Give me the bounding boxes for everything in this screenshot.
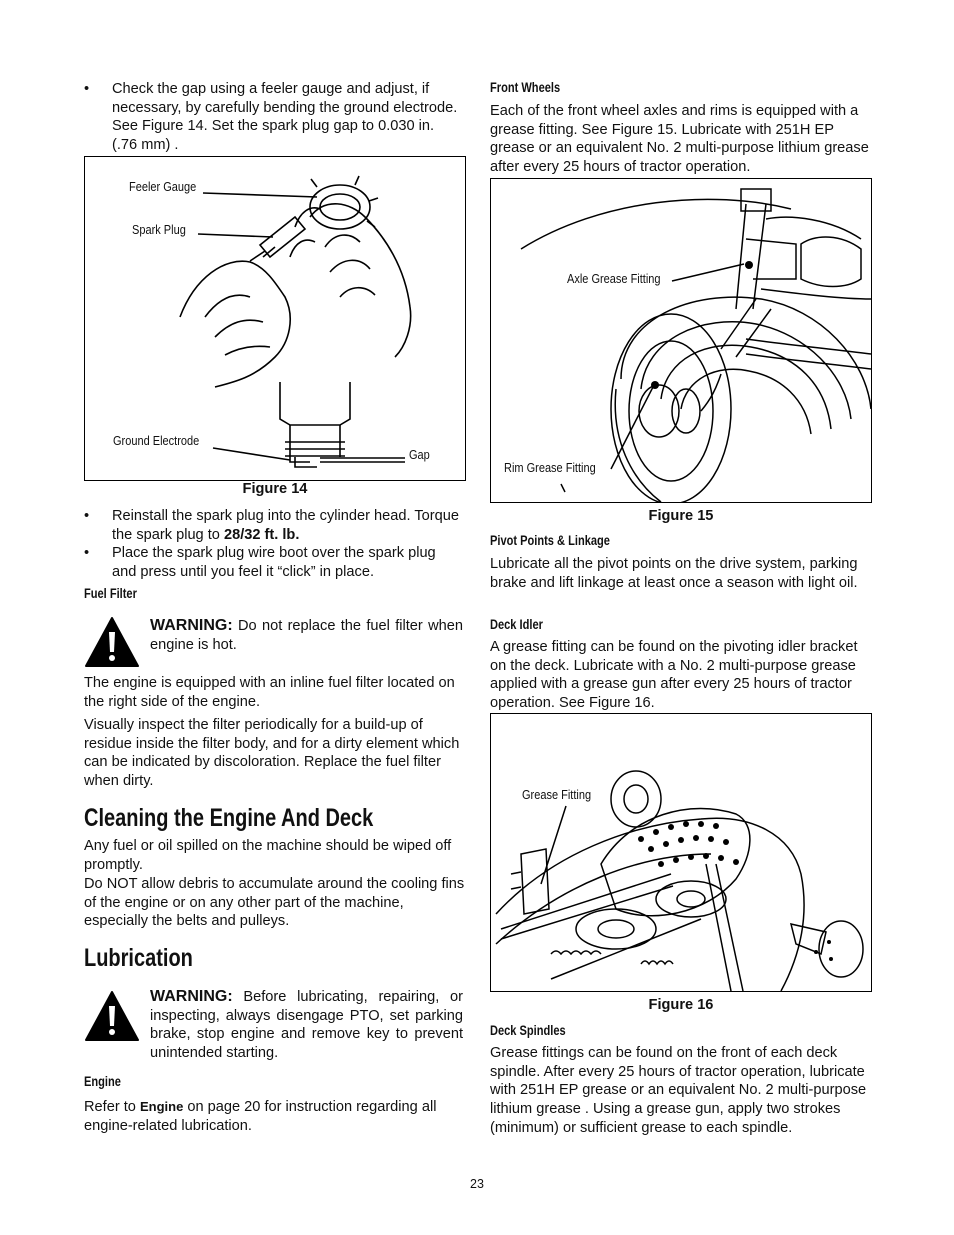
front-wheels-paragraph: Each of the front wheel axles and rims is equipped with a grease fitting. See Figure 15. Lubricate with 251H EP grease or an equivalent No. 2 multi-purpose lithium grease after every 25 hours of tractor operation. xyxy=(490,103,869,176)
bullet-reinstall-text xyxy=(112,507,462,544)
engine-reference: Engine xyxy=(139,1099,184,1114)
warning-label: WARNING: xyxy=(150,617,233,634)
front-wheels-heading: Front Wheels xyxy=(490,80,561,95)
label-grease-fitting: Grease Fitting xyxy=(522,788,592,802)
bullet-wire-boot-text: Place the spark plug wire boot over the spark plug and press until you feel it “click” in place. xyxy=(112,545,436,580)
lubrication-heading: Lubrication xyxy=(84,944,193,972)
label-ground-electrode: Ground Electrode xyxy=(113,434,200,448)
deck-idler-illustration xyxy=(491,714,871,991)
deck-idler-paragraph: A grease fitting can be found on the pivoting idler bracket on the deck. Lubricate with a No. 2 multi-purpose grease applied with a grease gun after every 25 hours of tractor operation. See Figure 16. xyxy=(490,639,858,712)
deck-spindles-heading: Deck Spindles xyxy=(490,1023,566,1038)
cleaning-paragraph-2: Do NOT allow debris to accumulate around the cooling fins of the engine or on any other part of the machine, especially the belts and pulleys. xyxy=(84,876,465,930)
engine-paragraph-c: on page 20 for instruction regarding all engine-related lubrication. xyxy=(84,1099,437,1134)
front-wheel-illustration xyxy=(491,179,871,502)
bullet-dot: • xyxy=(84,545,90,561)
deck-idler-heading: Deck Idler xyxy=(490,617,543,632)
figure-14 xyxy=(84,156,466,481)
figure-16-caption: Figure 16 xyxy=(648,997,714,1013)
label-axle-grease-fitting: Axle Grease Fitting xyxy=(567,272,661,286)
deck-spindles-paragraph: Grease fittings can be found on the front of each deck spindle. After every 25 hours of tractor operation, lubricate with 251H EP grease or an equivalent No. 2 multi-purpose lithium grease . Using a grease gun, apply two strokes (minimum) or sufficient grease to each spindle. xyxy=(490,1045,867,1136)
bullet-dot: • xyxy=(84,508,90,524)
engine-paragraph-a: Refer to xyxy=(84,1099,140,1115)
label-feeler-gauge: Feeler Gauge xyxy=(129,180,197,194)
page-number: 23 xyxy=(470,1177,484,1191)
warning-lubrication-text: Before lubricating, repairing, or inspecting, always disengage PTO, set parking brake, stop engine and remove key to prevent unintended starting. xyxy=(150,989,463,1062)
figure-16 xyxy=(490,713,872,992)
pivot-paragraph: Lubricate all the pivot points on the drive system, parking brake and lift linkage at least once a season with light oil. xyxy=(490,556,858,591)
engine-paragraph xyxy=(84,1098,466,1135)
warning-fuel-filter xyxy=(150,617,463,654)
warning-icon xyxy=(84,616,140,668)
figure-14-caption: Figure 14 xyxy=(242,481,308,497)
label-spark-plug: Spark Plug xyxy=(132,223,186,237)
bullet-gap-check-text: Check the gap using a feeler gauge and adjust, if necessary, by carefully bending the ground electrode. See Figure 14. Set the spark plug gap to 0.030 in. (.76 mm) . xyxy=(112,81,458,154)
warning-fuel-filter-text: Do not replace the fuel filter when engine is hot. xyxy=(150,618,463,653)
fuel-paragraph-1: The engine is equipped with an inline fuel filter located on the right side of the engine. xyxy=(84,675,455,710)
torque-value: 28/32 ft. lb. xyxy=(223,526,300,543)
cleaning-heading: Cleaning the Engine And Deck xyxy=(84,804,374,832)
bullet-dot: • xyxy=(84,81,90,97)
engine-heading: Engine xyxy=(84,1074,121,1089)
figure-15-caption: Figure 15 xyxy=(648,508,714,524)
warning-icon xyxy=(84,990,140,1042)
bullet-reinstall-text-a: Reinstall the spark plug into the cylinder head. Torque the spark plug to xyxy=(112,508,459,543)
spark-plug-gap-illustration xyxy=(85,157,465,480)
fuel-filter-heading: Fuel Filter xyxy=(84,586,137,601)
cleaning-paragraph-1: Any fuel or oil spilled on the machine should be wiped off promptly. xyxy=(84,838,452,873)
label-rim-grease-fitting: Rim Grease Fitting xyxy=(504,461,596,475)
figure-15 xyxy=(490,178,872,503)
pivot-heading: Pivot Points & Linkage xyxy=(490,533,610,548)
warning-lubrication xyxy=(150,988,463,1063)
fuel-paragraph-2: Visually inspect the filter periodically for a build-up of residue inside the filter body, and for a dirty element which can be indicated by discoloration. Replace the fuel filter when dirty. xyxy=(84,717,460,790)
label-gap: Gap xyxy=(409,448,430,462)
warning-label: WARNING: xyxy=(150,988,233,1005)
